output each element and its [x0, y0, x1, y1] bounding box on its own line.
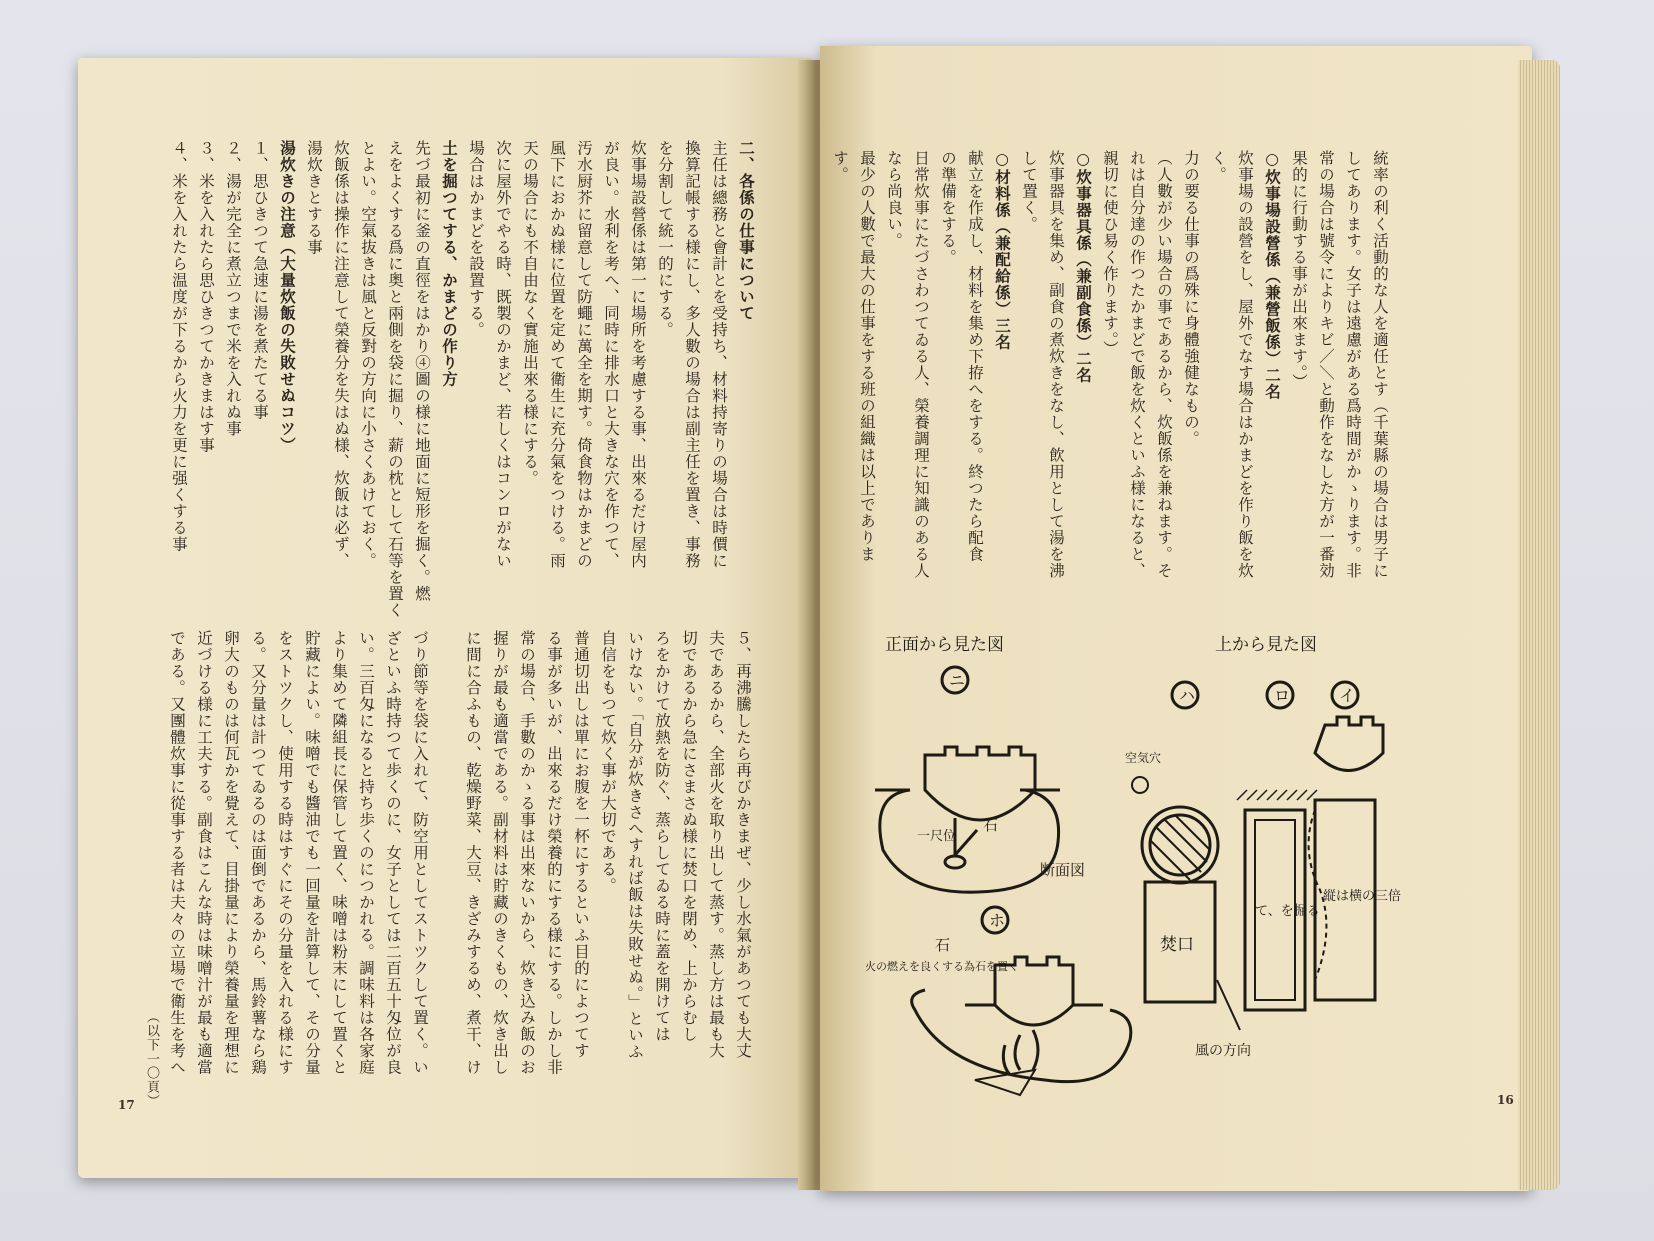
text-column: ３、米を入れたら思ひきつてかきまはす事 — [197, 140, 215, 454]
label-kukiana: 空気穴 — [1125, 751, 1162, 765]
label-takiguchi: 焚口 — [1160, 935, 1194, 955]
label-top-view: 上から見た図 — [1215, 635, 1317, 655]
text-column: 献立を作成し、材料を集め下拵へをする。終つたら配食 — [966, 150, 984, 563]
text-column: る事が多いが、出來るだけ榮養的にする様にする。しかし非 — [545, 630, 563, 1076]
label-ishi: 石 — [983, 816, 999, 834]
right-page-top-text — [826, 150, 1393, 640]
text-column: 場合はかまどを設置する。 — [467, 140, 485, 338]
label-isshaku: 一尺位 — [917, 829, 957, 844]
text-column: 汚水厨芥に留意して防蠅に萬全を期す。倚食物はかまどの — [575, 140, 593, 569]
label-hi-no-moe: 火の燃えを良くする為石を置く — [865, 960, 1019, 973]
label-kaze: 風の方向 — [1195, 1043, 1251, 1059]
left-page-bottom-text — [163, 630, 433, 1076]
text-column: ○炊事場設營係（兼營飯係）二名 — [1263, 150, 1281, 400]
text-column: ○炊事器具係（兼副食係）二名 — [1074, 150, 1092, 384]
label-ho: ホ — [989, 911, 1006, 930]
text-column: してあります。女子は遠慮がある爲時間がかゝります。非 — [1344, 150, 1362, 579]
text-column: 先づ最初に釜の直徑をはかり④圖の様に地面に短形を掘く。燃 — [413, 140, 431, 602]
text-column: の準備をする。 — [939, 150, 957, 266]
text-column: より集めて隣組長に保管して置く、味噌は粉末にして置くと — [330, 630, 348, 1076]
text-column: なら尚良い。 — [885, 150, 903, 249]
text-column: づり節等を袋に入れて、防空用としてストツクして置く。い — [411, 630, 429, 1076]
text-column: いけない。「自分が炊きさへすれば飯は失敗せぬ。」といふ — [626, 630, 644, 1060]
text-column: 天の場合にも不自由なく實施出來る様にする。 — [521, 140, 539, 487]
text-column: 近づける様に工夫する。副食はこんな時は味噌汁が最も適當 — [195, 630, 213, 1076]
text-column: して置く。 — [1020, 150, 1038, 233]
text-column: 常の場合、手數のかゝる事は出來ないから、炊き込み飯のお — [518, 630, 536, 1076]
text-column: 常の場合は號令によりキビ／＼と動作をなした方が一番効 — [1317, 150, 1335, 579]
text-column: 握りが最も適當である。副材料は貯藏のきくもの、炊き出し — [491, 630, 509, 1076]
text-column: 果的に行動する事が出來ます。） — [1290, 150, 1308, 390]
label-tate-yoko: 縦は横の三倍 — [1323, 889, 1402, 904]
text-column: 炊事器具を集め、副食の煮炊きをなし、飲用として湯を沸 — [1047, 150, 1065, 579]
text-column: 貯藏によい。味噌でも醬油でも一回量を計算して、その分量 — [303, 630, 321, 1076]
page-edges — [1518, 60, 1560, 1190]
text-column: が良い。水利を考へ、同時に排水口と大きな穴を作つて、 — [602, 140, 620, 569]
text-column: 切であるから急にさまさぬ様に焚口を閉め、上からむし — [680, 630, 698, 1043]
text-column: （人數が少い場合の事であるから、炊飯係を兼ねます。そ — [1155, 150, 1173, 579]
text-column: 湯炊きとする事 — [305, 140, 323, 256]
text-column: 換算記帳する様にし、多人數の場合は副主任を置き、事務 — [683, 140, 701, 569]
text-column: 炊事場の設營をし、屋外でなす場合はかまどを作り飯を炊 — [1236, 150, 1254, 579]
right-page-bottom-text — [459, 630, 756, 1076]
text-column: 風下におかぬ様に位置を定めて衛生に充分氣をつける。雨 — [548, 140, 566, 569]
text-column: ２、湯が完全に煮立つまで米を入れぬ事 — [224, 140, 242, 437]
text-column: 炊飯係は操作に注意して榮養分を失はぬ様、炊飯は必ず、 — [332, 140, 350, 569]
label-danmen: 断面図 — [1040, 861, 1086, 879]
page-number-right: 16 — [1497, 1093, 1514, 1107]
text-column: である。又團體炊事に從事する者は夫々の立場で衛生を考へ — [168, 630, 186, 1076]
text-column: 普通切出しは單にお腹を一杯にするといふ目的によつてす — [572, 630, 590, 1059]
label-i: イ — [1339, 686, 1356, 705]
text-column: れは自分達の作つたかまどで飯を炊くといふ様になると、 — [1128, 150, 1146, 579]
text-column: 統率の利く活動的な人を適任とす（千葉縣の場合は男子に — [1371, 150, 1389, 579]
text-column: １、思ひきつて急速に湯を煮たてる事 — [251, 140, 269, 421]
text-column: 次に屋外でやる時、既製のかまど、若しくはコンロがない — [494, 140, 512, 569]
text-column: ４、米を入れたら温度が下るから火力を更に强くする事 — [170, 140, 188, 553]
text-column: 主任は總務と會計とを受持ち、材料持寄りの場合は時價に — [710, 140, 728, 569]
text-column: 夫であるから、全部火を取り出して蒸す。蒸し方は最も大 — [707, 630, 725, 1059]
text-column: 炊事場設營係は第一に場所を考慮する事、出來るだけ屋内 — [629, 140, 647, 569]
text-column: る。又分量は計つてゐるのは面倒であるから、馬鈴薯なら鶏 — [249, 630, 267, 1076]
text-column: 親切に使ひ易く作ります。） — [1101, 150, 1119, 357]
text-column: ざといふ時持つて歩くのに、女子としては二百五十匁位が良 — [384, 630, 402, 1076]
label-front-view: 正面から見た図 — [885, 635, 1004, 655]
text-column: とよい。空氣抜きは風と反對の方向に小さくあけておく。 — [359, 140, 377, 569]
text-column: ろをかけて放熱を防ぐ、蒸らしてゐる時に蓋を開けては — [653, 630, 671, 1043]
left-page-top-text — [165, 140, 759, 619]
label-te-wo-horu: て、を掘る — [1255, 904, 1320, 919]
text-column: 自信をもつて炊く事が大切である。 — [599, 630, 617, 894]
text-column: く。 — [1209, 150, 1227, 183]
label-ishi2: 石 — [935, 936, 951, 954]
label-ha: ハ — [1179, 686, 1196, 705]
text-column: 湯炊きの注意（大量炊飯の失敗せぬコツ） — [278, 140, 296, 454]
text-column: をストツクし、使用する時はすぐにその分量を入れる様にす — [276, 630, 294, 1076]
label-ro: ロ — [1274, 686, 1291, 705]
text-column: を分割して統一的にする。 — [656, 140, 674, 338]
text-column: い。三百匁になると持ち歩くのにつかれる。調味料は各家庭 — [357, 630, 375, 1076]
text-column: 日常炊事にたづさわつてゐる人、榮養調理に知識のある人 — [912, 150, 930, 579]
text-column: ○材料係（兼配給係）三名 — [993, 150, 1011, 351]
text-column: 卵大のものは何瓦かを覺えて、目掛量により榮養量を理想に — [222, 630, 240, 1076]
text-column: 力の要る仕事の爲殊に身體強健なもの。 — [1182, 150, 1200, 447]
text-column: す。 — [831, 150, 849, 183]
text-column: に間に合ふもの、乾燥野菜、大豆、きざみするめ、煮干、け — [464, 630, 482, 1076]
label-ni: ニ — [949, 671, 966, 690]
text-column: 土を掘つてする、かまどの作り方 — [440, 140, 458, 388]
text-column: えをよくする爲に奥と兩側を袋に掘り、薪の枕として石等を置く — [386, 140, 404, 619]
text-column: 二、各係の仕事について — [737, 140, 755, 322]
text-column: ５、再沸騰したら再びかきまぜ、少し水氣があつても大丈 — [734, 630, 752, 1059]
text-column: 最少の人數で最大の仕事をする班の組織は以上でありま — [858, 150, 876, 563]
page-number-left: 17 — [118, 1098, 135, 1112]
continued-note: （以下一〇頁） — [144, 1010, 159, 1108]
kamado-diagram — [855, 635, 1435, 1100]
